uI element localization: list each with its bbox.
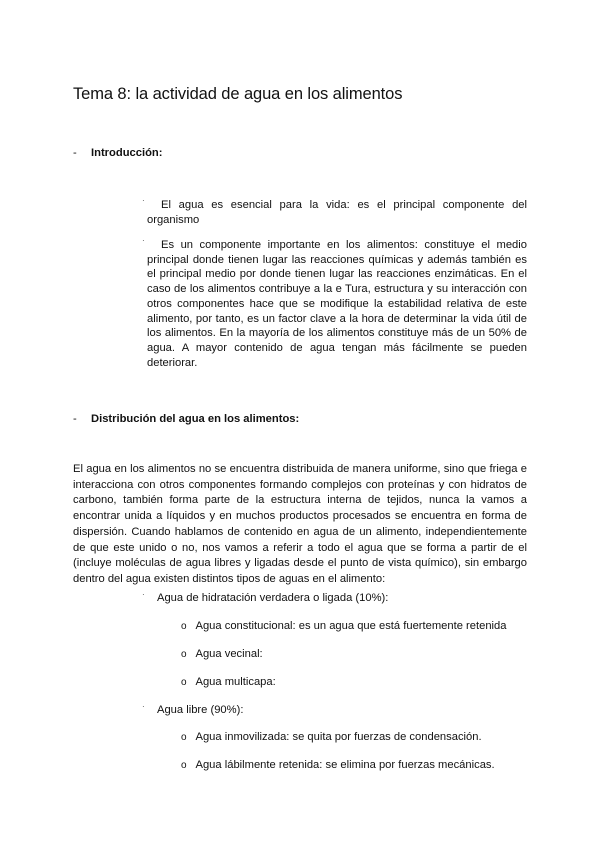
intro-bullet-text: El agua es esencial para la vida: es el principal componente del organismo — [147, 199, 527, 226]
sub-bullet-marker: o — [181, 732, 187, 743]
page-title: Tema 8: la actividad de agua en los alimentos — [73, 85, 403, 103]
section-heading-text: Distribución del agua en los alimentos: — [91, 413, 300, 425]
intro-bullet-2 — [142, 236, 527, 370]
bullet-mark: · — [142, 236, 145, 245]
section-heading-introduccion — [73, 147, 162, 159]
sub-bullet-marker: o — [181, 649, 187, 660]
water-subtype-item — [181, 759, 495, 771]
water-subtype-text: Agua multicapa: — [195, 676, 276, 688]
intro-bullet-text: Es un componente importante en los alimentos: constituye el medio principal donde tienen lugar las reacciones químicas y además también es el principal medio por donde tienen lugar las reacciones enzimáticas. En el caso de los alimentos contribuye a la e Tura, estructura y su interacción con otros componentes hace que se modifique la estabilidad relativa de este alimento, por tanto, es un factor clave a la hora de determinar la vida útil de los alimentos. En la mayoría de los alimentos constituye más de un 50% de agua. A mayor contenido de agua tengan más fácilmente se pueden deteriorar. — [147, 239, 527, 369]
sub-bullet-marker: o — [181, 760, 187, 771]
water-subtype-item — [181, 676, 276, 688]
section-dash: - — [73, 147, 77, 159]
distribucion-paragraph: El agua en los alimentos no se encuentra distribuida de manera uniforme, sino que friega e interacciona con otros componentes formando complejos con proteínas y con hidratos de carbono, también forma parte de la estructura interna de tejidos, nunca la vamos a encontrar unida a líquidos y en muchos productos procesados se encuentra en forma de dispersión. Cuando hablamos de contenido en agua de un alimento, independientemente de que este unido o no, nos vamos a referir a todo el agua que se forma a partir de el (incluye moléculas de agua libres y ligadas desde el punto de vista químico), sin embargo dentro del agua existen distintos tipos de aguas en el alimento: — [73, 463, 527, 585]
water-type-libre — [142, 702, 244, 716]
water-subtype-item — [181, 648, 263, 660]
bullet-mark: · — [142, 702, 145, 711]
water-subtype-text: Agua constitucional: es un agua que está fuertemente retenida — [195, 620, 507, 632]
section-heading-distribucion — [73, 413, 299, 425]
water-type-ligada — [142, 590, 389, 604]
water-subtype-text: Agua lábilmente retenida: se elimina por fuerzas mecánicas. — [195, 759, 495, 771]
section-heading-text: Introducción: — [91, 147, 163, 159]
water-type-label: Agua libre (90%): — [157, 704, 244, 716]
water-type-label: Agua de hidratación verdadera o ligada (10%): — [157, 592, 389, 604]
section-dash: - — [73, 413, 77, 425]
bullet-mark: · — [142, 196, 145, 205]
water-subtype-text: Agua inmovilizada: se quita por fuerzas de condensación. — [195, 731, 482, 743]
water-subtype-item — [181, 620, 506, 632]
sub-bullet-marker: o — [181, 677, 187, 688]
intro-bullet-1 — [142, 196, 527, 227]
sub-bullet-marker: o — [181, 621, 187, 632]
bullet-mark: · — [142, 590, 145, 599]
water-subtype-item — [181, 731, 482, 743]
water-subtype-text: Agua vecinal: — [195, 648, 263, 660]
